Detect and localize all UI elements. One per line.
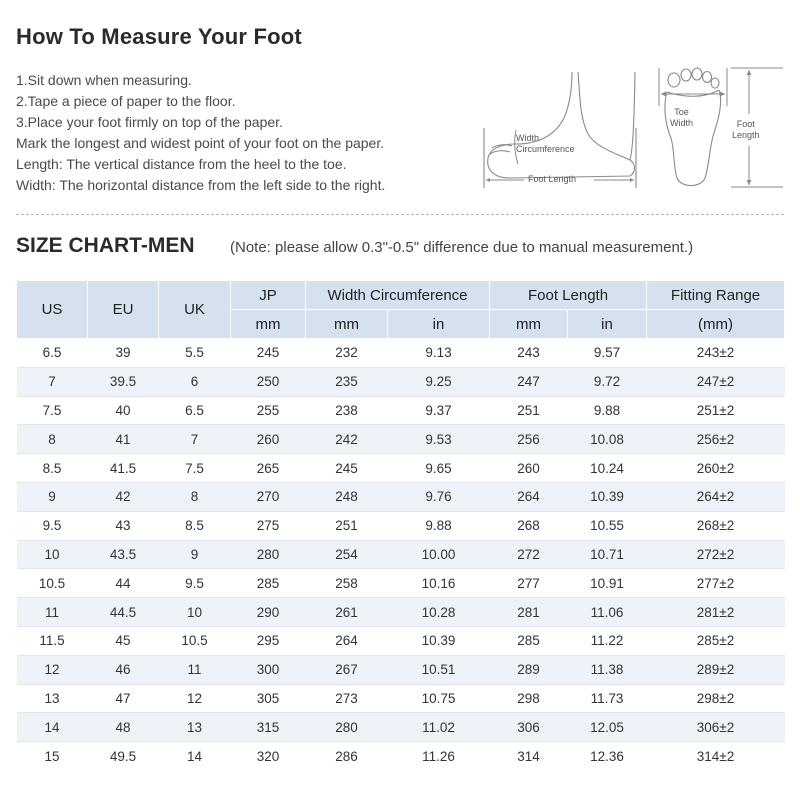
table-row — [17, 713, 785, 742]
eu-size-cell: 40 — [88, 396, 159, 425]
uk-size-cell: 10 — [159, 598, 231, 627]
width-mm-cell: 254 — [306, 540, 388, 569]
header-jp-unit: mm — [231, 310, 306, 339]
us-size-cell: 13 — [17, 684, 88, 713]
width-in-cell: 9.65 — [388, 454, 490, 483]
jp-size-cell: 265 — [231, 454, 306, 483]
jp-size-cell: 245 — [231, 339, 306, 368]
us-size-cell: 10 — [17, 540, 88, 569]
eu-size-cell: 39.5 — [88, 367, 159, 396]
width-mm-cell: 232 — [306, 339, 388, 368]
length-in-cell: 10.55 — [568, 511, 647, 540]
width-in-cell: 10.16 — [388, 569, 490, 598]
width-in-cell: 9.53 — [388, 425, 490, 454]
width-mm-cell: 251 — [306, 511, 388, 540]
step-width: Width: The horizontal distance from the left side to the right. — [16, 177, 386, 193]
length-in-cell: 11.73 — [568, 684, 647, 713]
us-size-cell: 11.5 — [17, 626, 88, 655]
eu-size-cell: 42 — [88, 482, 159, 511]
length-mm-cell: 314 — [490, 742, 568, 770]
uk-size-cell: 8 — [159, 482, 231, 511]
fitting-range-cell: 268±2 — [647, 511, 785, 540]
uk-size-cell: 12 — [159, 684, 231, 713]
jp-size-cell: 250 — [231, 367, 306, 396]
eu-size-cell: 43 — [88, 511, 159, 540]
uk-size-cell: 7.5 — [159, 454, 231, 483]
side-length-label: Foot Length — [528, 174, 577, 184]
jp-size-cell: 320 — [231, 742, 306, 770]
measure-steps — [16, 70, 385, 196]
eu-size-cell: 44.5 — [88, 598, 159, 627]
length-mm-cell: 260 — [490, 454, 568, 483]
table-row — [17, 367, 785, 396]
eu-size-cell: 45 — [88, 626, 159, 655]
eu-size-cell: 49.5 — [88, 742, 159, 770]
jp-size-cell: 315 — [231, 713, 306, 742]
jp-size-cell: 285 — [231, 569, 306, 598]
length-in-cell: 10.91 — [568, 569, 647, 598]
table-row — [17, 742, 785, 770]
width-mm-cell: 238 — [306, 396, 388, 425]
length-in-cell: 9.88 — [568, 396, 647, 425]
us-size-cell: 9 — [17, 482, 88, 511]
table-row — [17, 339, 785, 368]
length-in-cell: 11.38 — [568, 655, 647, 684]
width-mm-cell: 235 — [306, 367, 388, 396]
uk-size-cell: 9 — [159, 540, 231, 569]
fitting-range-cell: 277±2 — [647, 569, 785, 598]
us-size-cell: 8.5 — [17, 454, 88, 483]
table-row — [17, 454, 785, 483]
jp-size-cell: 275 — [231, 511, 306, 540]
header-width-circumference: Width Circumference — [306, 281, 490, 310]
size-chart-table — [16, 280, 785, 770]
table-row — [17, 396, 785, 425]
length-mm-cell: 285 — [490, 626, 568, 655]
section-divider — [16, 214, 784, 215]
header-fit-unit: (mm) — [647, 310, 785, 339]
fitting-range-cell: 247±2 — [647, 367, 785, 396]
uk-size-cell: 6.5 — [159, 396, 231, 425]
width-mm-cell: 258 — [306, 569, 388, 598]
eu-size-cell: 44 — [88, 569, 159, 598]
uk-size-cell: 7 — [159, 425, 231, 454]
fitting-range-cell: 251±2 — [647, 396, 785, 425]
jp-size-cell: 260 — [231, 425, 306, 454]
us-size-cell: 14 — [17, 713, 88, 742]
step-2: 2.Tape a piece of paper to the floor. — [16, 93, 236, 109]
length-mm-cell: 243 — [490, 339, 568, 368]
uk-size-cell: 8.5 — [159, 511, 231, 540]
guide-title: How To Measure Your Foot — [16, 24, 302, 49]
width-mm-cell: 261 — [306, 598, 388, 627]
length-mm-cell: 256 — [490, 425, 568, 454]
table-row — [17, 540, 785, 569]
us-size-cell: 12 — [17, 655, 88, 684]
us-size-cell: 7 — [17, 367, 88, 396]
us-size-cell: 9.5 — [17, 511, 88, 540]
fitting-range-cell: 243±2 — [647, 339, 785, 368]
uk-size-cell: 10.5 — [159, 626, 231, 655]
header-width-in: in — [388, 310, 490, 339]
fitting-range-cell: 289±2 — [647, 655, 785, 684]
table-row — [17, 684, 785, 713]
width-in-cell: 10.51 — [388, 655, 490, 684]
us-size-cell: 11 — [17, 598, 88, 627]
step-1: 1.Sit down when measuring. — [16, 72, 192, 88]
fitting-range-cell: 256±2 — [647, 425, 785, 454]
header-eu: EU — [88, 281, 159, 339]
width-in-cell: 9.25 — [388, 367, 490, 396]
table-row — [17, 482, 785, 511]
fitting-range-cell: 281±2 — [647, 598, 785, 627]
width-mm-cell: 248 — [306, 482, 388, 511]
measurement-note: (Note: please allow 0.3"-0.5" difference due to manual measurement.) — [230, 239, 694, 256]
width-mm-cell: 264 — [306, 626, 388, 655]
fitting-range-cell: 260±2 — [647, 454, 785, 483]
width-in-cell: 10.28 — [388, 598, 490, 627]
uk-size-cell: 13 — [159, 713, 231, 742]
length-mm-cell: 281 — [490, 598, 568, 627]
side-width-label: Width Circumference — [516, 133, 575, 154]
us-size-cell: 7.5 — [17, 396, 88, 425]
size-chart-title: SIZE CHART-MEN — [16, 234, 195, 257]
us-size-cell: 10.5 — [17, 569, 88, 598]
jp-size-cell: 280 — [231, 540, 306, 569]
length-in-cell: 10.24 — [568, 454, 647, 483]
header-length-in: in — [568, 310, 647, 339]
header-width-mm: mm — [306, 310, 388, 339]
us-size-cell: 6.5 — [17, 339, 88, 368]
length-mm-cell: 306 — [490, 713, 568, 742]
fitting-range-cell: 285±2 — [647, 626, 785, 655]
fitting-range-cell: 264±2 — [647, 482, 785, 511]
width-in-cell: 9.88 — [388, 511, 490, 540]
eu-size-cell: 46 — [88, 655, 159, 684]
width-in-cell: 10.39 — [388, 626, 490, 655]
eu-size-cell: 43.5 — [88, 540, 159, 569]
jp-size-cell: 300 — [231, 655, 306, 684]
length-mm-cell: 277 — [490, 569, 568, 598]
length-mm-cell: 268 — [490, 511, 568, 540]
table-row — [17, 425, 785, 454]
length-mm-cell: 298 — [490, 684, 568, 713]
step-3: 3.Place your foot firmly on top of the paper. — [16, 114, 283, 130]
width-mm-cell: 245 — [306, 454, 388, 483]
fitting-range-cell: 314±2 — [647, 742, 785, 770]
jp-size-cell: 290 — [231, 598, 306, 627]
header-us: US — [17, 281, 88, 339]
length-in-cell: 9.57 — [568, 339, 647, 368]
uk-size-cell: 5.5 — [159, 339, 231, 368]
table-row — [17, 655, 785, 684]
width-in-cell: 11.26 — [388, 742, 490, 770]
width-in-cell: 9.13 — [388, 339, 490, 368]
width-in-cell: 9.37 — [388, 396, 490, 425]
length-mm-cell: 289 — [490, 655, 568, 684]
header-jp: JP — [231, 281, 306, 310]
length-mm-cell: 264 — [490, 482, 568, 511]
eu-size-cell: 41.5 — [88, 454, 159, 483]
eu-size-cell: 48 — [88, 713, 159, 742]
table-row — [17, 598, 785, 627]
length-in-cell: 12.36 — [568, 742, 647, 770]
fitting-range-cell: 298±2 — [647, 684, 785, 713]
length-in-cell: 10.08 — [568, 425, 647, 454]
header-foot-length: Foot Length — [490, 281, 647, 310]
step-mark: Mark the longest and widest point of your foot on the paper. — [16, 135, 385, 151]
length-in-cell: 12.05 — [568, 713, 647, 742]
width-in-cell: 9.76 — [388, 482, 490, 511]
uk-size-cell: 14 — [159, 742, 231, 770]
uk-size-cell: 6 — [159, 367, 231, 396]
length-in-cell: 9.72 — [568, 367, 647, 396]
us-size-cell: 15 — [17, 742, 88, 770]
jp-size-cell: 305 — [231, 684, 306, 713]
length-in-cell: 10.39 — [568, 482, 647, 511]
step-length: Length: The vertical distance from the heel to the toe. — [16, 156, 347, 172]
table-row — [17, 626, 785, 655]
table-row — [17, 511, 785, 540]
length-in-cell: 11.22 — [568, 626, 647, 655]
header-fitting-range: Fitting Range — [647, 281, 785, 310]
width-mm-cell: 280 — [306, 713, 388, 742]
width-in-cell: 11.02 — [388, 713, 490, 742]
length-mm-cell: 251 — [490, 396, 568, 425]
header-length-mm: mm — [490, 310, 568, 339]
length-in-cell: 11.06 — [568, 598, 647, 627]
width-mm-cell: 286 — [306, 742, 388, 770]
uk-size-cell: 9.5 — [159, 569, 231, 598]
table-row — [17, 569, 785, 598]
jp-size-cell: 295 — [231, 626, 306, 655]
width-mm-cell: 267 — [306, 655, 388, 684]
top-length-label: Foot Length — [732, 119, 760, 140]
eu-size-cell: 47 — [88, 684, 159, 713]
uk-size-cell: 11 — [159, 655, 231, 684]
toe-width-label: Toe Width — [670, 107, 694, 128]
eu-size-cell: 39 — [88, 339, 159, 368]
length-mm-cell: 272 — [490, 540, 568, 569]
eu-size-cell: 41 — [88, 425, 159, 454]
width-in-cell: 10.00 — [388, 540, 490, 569]
size-chart-body — [17, 339, 785, 770]
jp-size-cell: 270 — [231, 482, 306, 511]
us-size-cell: 8 — [17, 425, 88, 454]
length-mm-cell: 247 — [490, 367, 568, 396]
jp-size-cell: 255 — [231, 396, 306, 425]
width-mm-cell: 273 — [306, 684, 388, 713]
fitting-range-cell: 306±2 — [647, 713, 785, 742]
length-in-cell: 10.71 — [568, 540, 647, 569]
fitting-range-cell: 272±2 — [647, 540, 785, 569]
width-mm-cell: 242 — [306, 425, 388, 454]
header-uk: UK — [159, 281, 231, 339]
width-in-cell: 10.75 — [388, 684, 490, 713]
